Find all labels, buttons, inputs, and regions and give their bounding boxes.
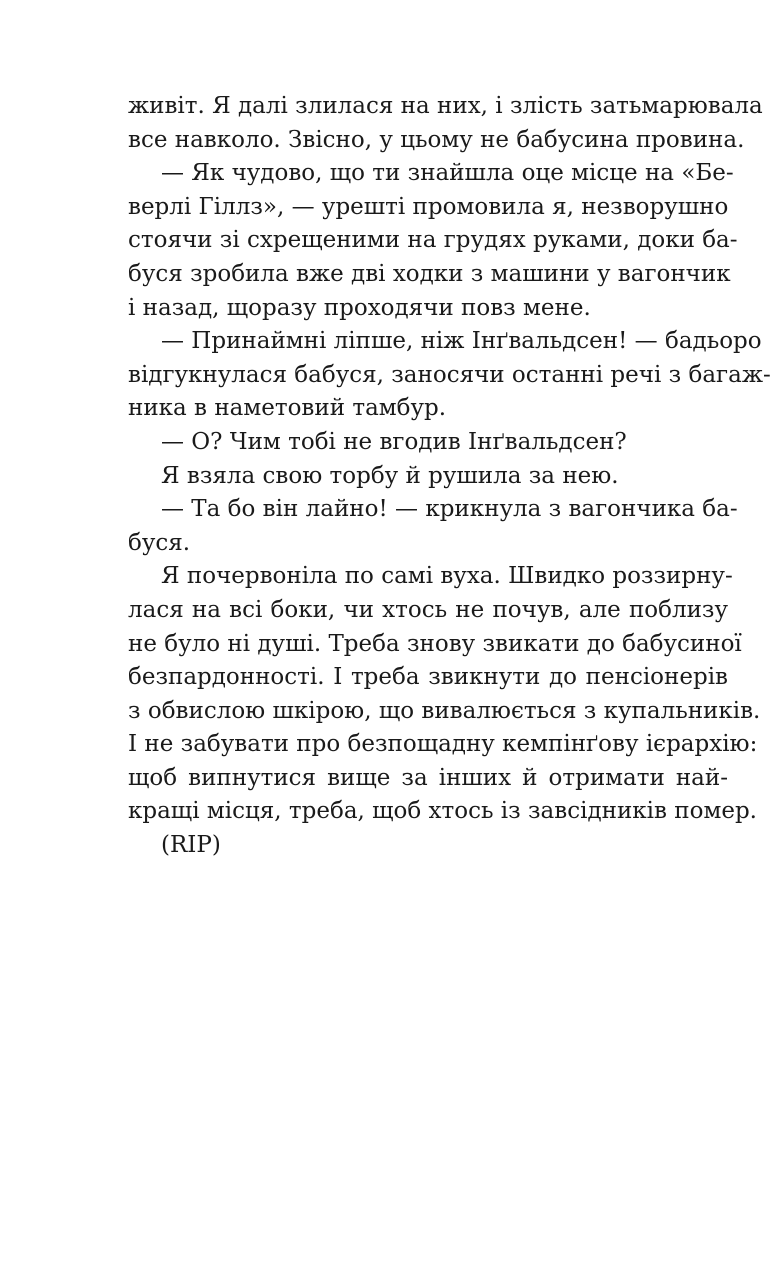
text-line: — Принаймні ліпше, ніж Інґвальдсен! — бадьоро (161, 328, 762, 355)
text-line: відгукнулася бабуся, заносячи останні речі з багаж- (128, 361, 771, 388)
text-line: безпардонності. І треба звикнути до пенсіонерів (128, 664, 728, 691)
text-line: кращі місця, треба, щоб хтось із завсідників помер. (128, 798, 757, 825)
text-line: — Та бо він лайно! — крикнула з вагончика ба- (161, 496, 738, 523)
body-text (128, 90, 771, 863)
text-line: ника в наметовий тамбур. (128, 395, 447, 422)
text-line: не було ні душі. Треба знову звикати до бабусиної (128, 630, 742, 657)
text-line: буся зробила вже дві ходки з машини у вагончик (128, 260, 731, 287)
text-line: — Як чудово, що ти знайшла оце місце на «Бе- (161, 160, 734, 187)
text-line: лася на всі боки, чи хтось не почув, але поблизу (128, 596, 728, 623)
text-line: (RIP) (161, 832, 221, 859)
text-line: Я взяла свою торбу й рушила за нею. (161, 462, 619, 489)
text-line: Я почервоніла по самі вуха. Швидко роззирну- (161, 563, 733, 590)
text-line: з обвислою шкірою, що вивалюється з купальників. (128, 697, 761, 724)
text-line: щоб випнутися вище за інших й отримати най- (128, 764, 728, 791)
text-line: — О? Чим тобі не вгодив Інґвальдсен? (161, 428, 627, 455)
text-line: і назад, щоразу проходячи повз мене. (128, 294, 591, 321)
text-line: І не забувати про безпощадну кемпінґову ієрархію: (128, 731, 758, 758)
text-line: живіт. Я далі злилася на них, і злість затьмарювала (128, 93, 763, 119)
text-line: все навколо. Звісно, у цьому не бабусина провина. (128, 126, 745, 153)
text-line: стоячи зі схрещеними на грудях руками, доки ба- (128, 227, 738, 254)
text-line: буся. (128, 529, 191, 556)
text-line: верлі Гіллз», — урешті промовила я, незворушно (128, 193, 729, 220)
